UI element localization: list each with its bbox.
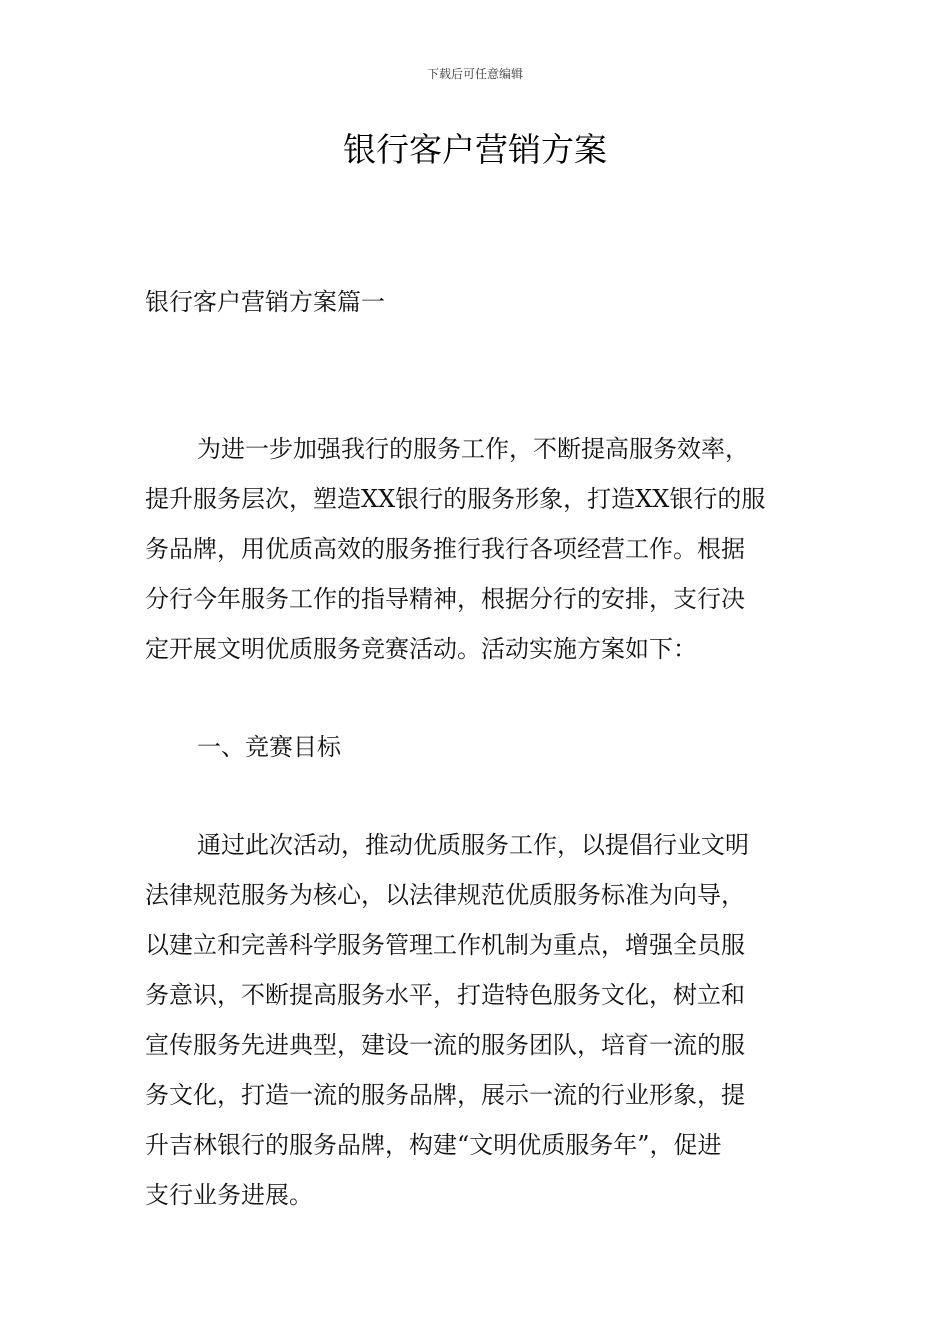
paragraph-line: 宣传服务先进典型，建设一流的服务团队，培育一流的服: [145, 1031, 745, 1059]
paragraph-line: 支行业务进展。: [145, 1181, 313, 1209]
paragraph-line: 务文化，打造一流的服务品牌，展示一流的行业形象，提: [145, 1081, 745, 1109]
paragraph-line: 升吉林银行的服务品牌，构建“文明优质服务年”，促进: [145, 1131, 722, 1159]
section-title: 银行客户营销方案篇一: [145, 288, 385, 316]
subheading-competition-goal: 一、竞赛目标: [197, 733, 341, 761]
paragraph-line: 提升服务层次，塑造XX银行的服务形象，打造XX银行的服: [145, 485, 766, 513]
document-title: 银行客户营销方案: [343, 130, 607, 169]
paragraph-intro: [145, 424, 815, 674]
header-note: 下载后可任意编辑: [426, 67, 523, 81]
paragraph-line: 通过此次活动，推动优质服务工作，以提倡行业文明: [197, 831, 749, 859]
paragraph-line: 务意识，不断提高服务水平，打造特色服务文化，树立和: [145, 981, 745, 1009]
paragraph-line: 以建立和完善科学服务管理工作机制为重点，增强全员服: [145, 931, 745, 959]
paragraph-line: 定开展文明优质服务竞赛活动。活动实施方案如下：: [145, 635, 697, 663]
paragraph-line: 为进一步加强我行的服务工作，不断提高服务效率，: [197, 435, 749, 463]
paragraph-line: 分行今年服务工作的指导精神，根据分行的安排，支行决: [145, 585, 745, 613]
paragraph-goal: [145, 820, 815, 1220]
paragraph-line: 务品牌，用优质高效的服务推行我行各项经营工作。根据: [145, 535, 745, 563]
paragraph-line: 法律规范服务为核心，以法律规范优质服务标准为向导，: [145, 881, 745, 909]
